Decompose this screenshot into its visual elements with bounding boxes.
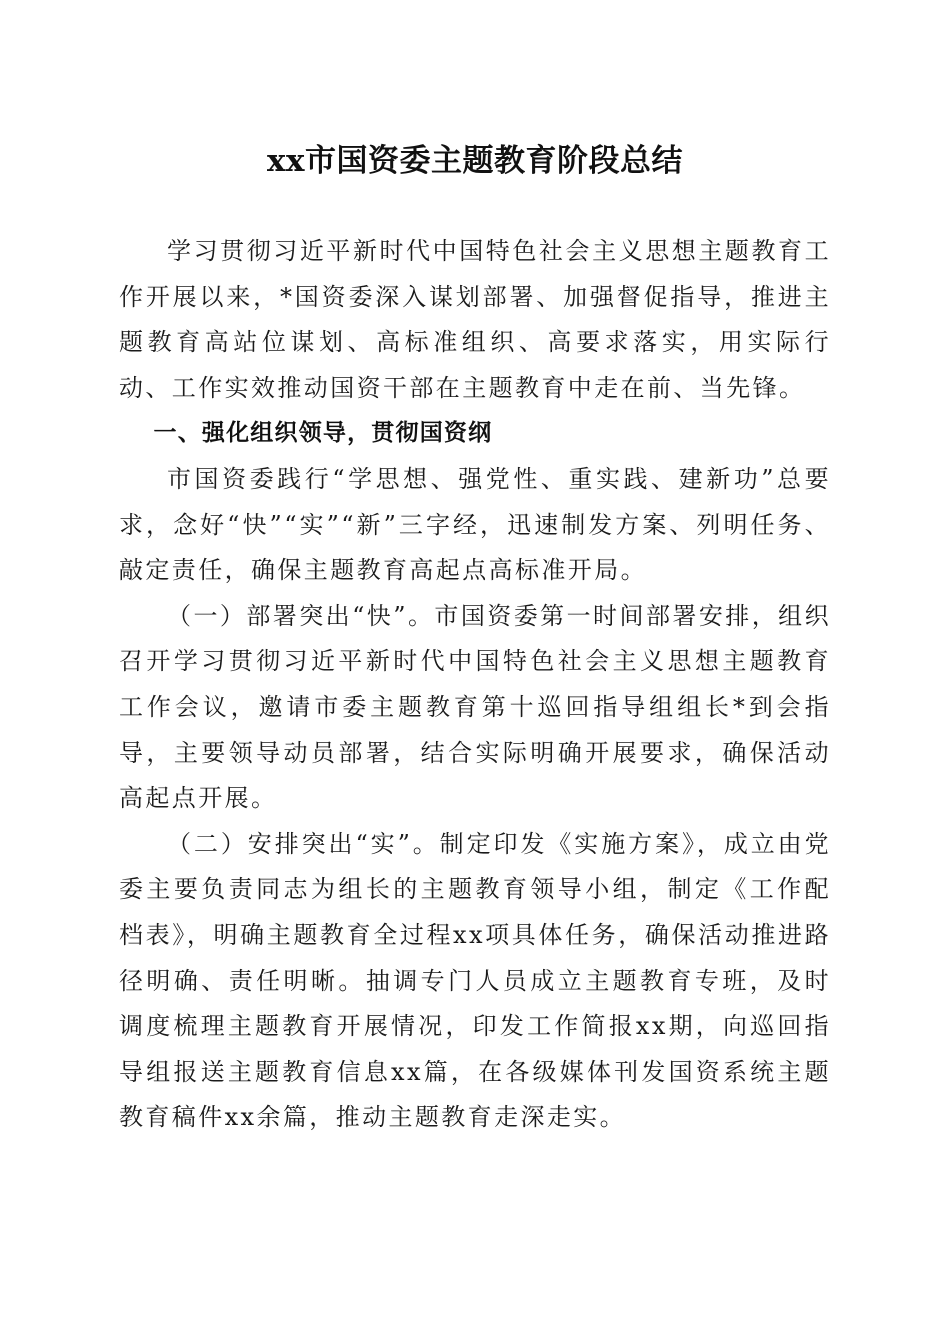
subsection-2-paragraph: （二）安排突出“实”。制定印发《实施方案》，成立由党委主要负责同志为组长的主题教育领导小组，制定《工作配档表》，明确主题教育全过程xx项具体任务，确保活动推进路径明确、责任明晰。抽调专门人员成立主题教育专班，及时调度梳理主题教育开展情况，印发工作简报xx期，向巡回指导组报送主题教育信息xx篇，在各级媒体刊发国资系统主题教育稿件xx余篇，推动主题教育走深走实。 — [119, 829, 831, 1132]
intro-paragraph: 学习贯彻习近平新时代中国特色社会主义思想主题教育工作开展以来，*国资委深入谋划部署、加强督促指导，推进主题教育高站位谋划、高标准组织、高要求落实，用实际行动、工作实效推动国资干部在主题教育中走在前、当先锋。 — [119, 237, 831, 402]
subsection-1-paragraph: （一）部署突出“快”。市国资委第一时间部署安排，组织召开学习贯彻习近平新时代中国特色社会主义思想主题教育工作会议，邀请市委主题教育第十巡回指导组组长*到会指导，主要领导动员部署，结合实际明确开展要求，确保活动高起点开展。 — [119, 601, 831, 813]
document-title: xx市国资委主题教育阶段总结 — [267, 143, 683, 179]
section-heading-1: 一、强化组织领导，贯彻国资纲 — [153, 420, 493, 447]
document-body — [119, 229, 831, 1141]
section-1-summary-paragraph: 市国资委践行“学思想、强党性、重实践、建新功”总要求，念好“快”“实”“新”三字经，迅速制发方案、列明任务、敲定责任，确保主题教育高起点高标准开局。 — [119, 464, 831, 585]
